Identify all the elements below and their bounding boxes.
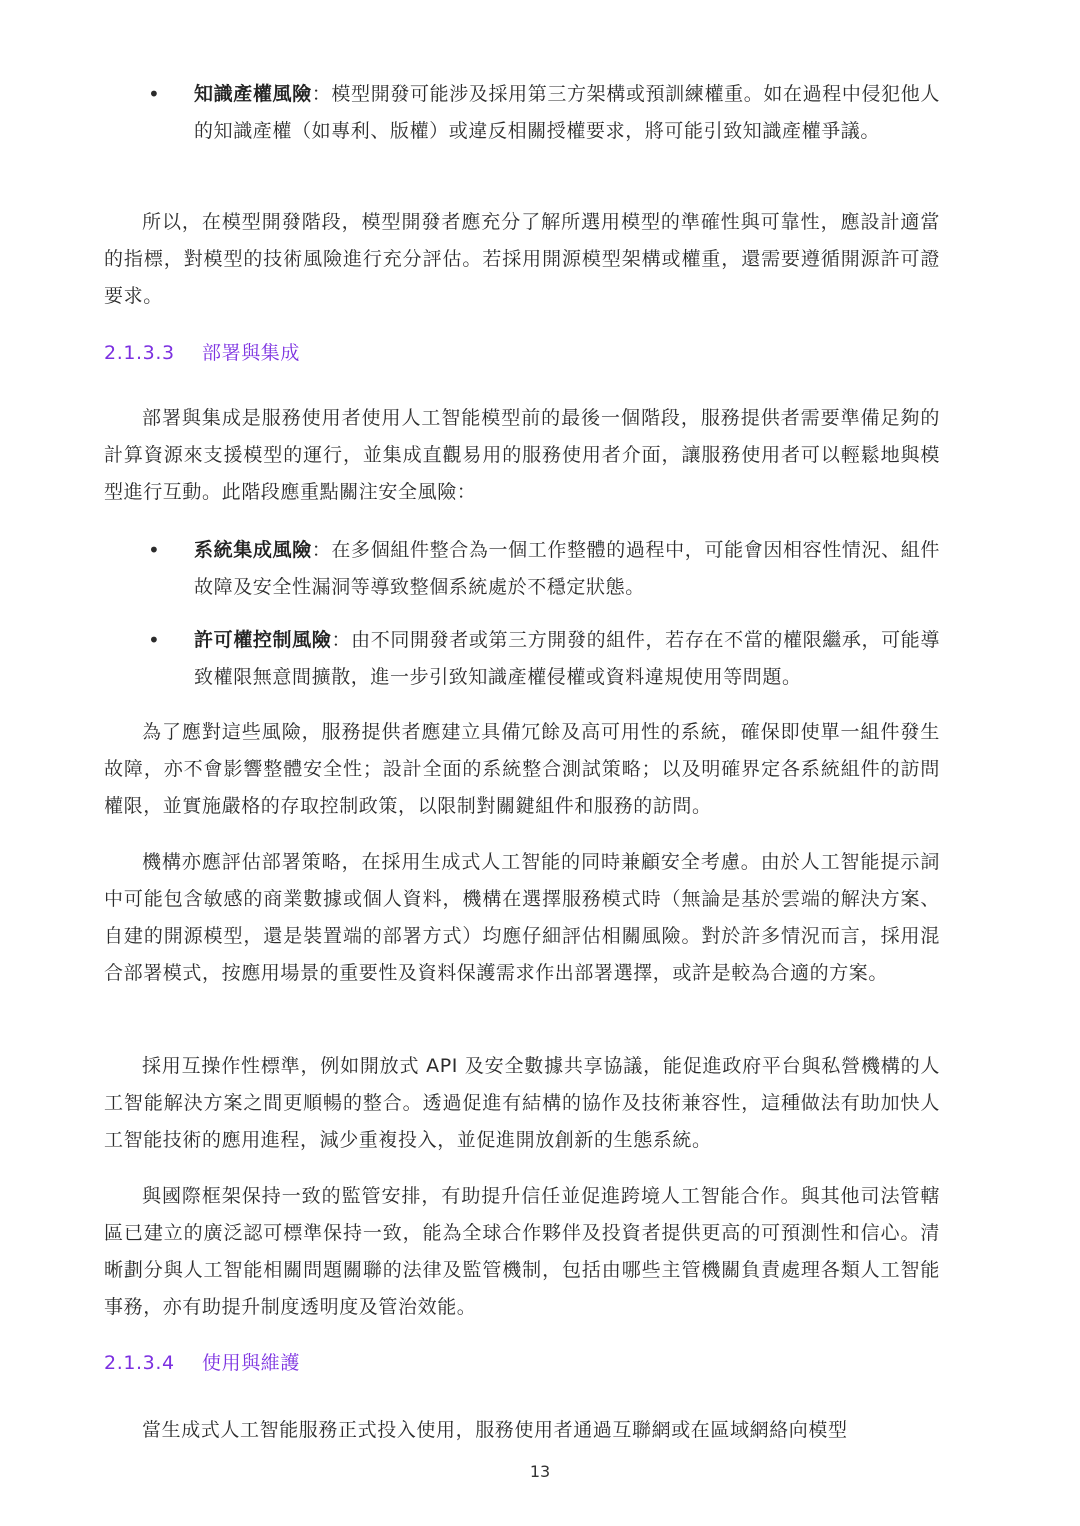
section-title: 部署與集成 xyxy=(202,342,301,364)
paragraph-regulatory-alignment: 與國際框架保持一致的監管安排，有助提升信任並促進跨境人工智能合作。與其他司法管轄區已建立的廣泛認可標準保持一致，能為全球合作夥伴及投資者提供更高的可預測性和信心。清晰劃分與人工智能相關問題關聯的法律及監管機制，包括由哪些主管機關負責處理各類人工智能事務，亦有助提升制度透明度及管治效能。 xyxy=(104,1185,940,1318)
paragraph-deploy-intro: 部署與集成是服務使用者使用人工智能模型前的最後一個階段，服務提供者需要準備足夠的計算資源來支援模型的運行，並集成直觀易用的服務使用者介面，讓服務使用者可以輕鬆地與模型進行互動。此階段應重點關注安全風險： xyxy=(104,407,940,503)
bullet-text xyxy=(194,76,940,150)
bullet-body: ：在多個組件整合為一個工作整體的過程中，可能會因相容性情況、組件故障及安全性漏洞等導致整個系統處於不穩定狀態。 xyxy=(194,539,940,598)
bullet-dot: • xyxy=(148,538,161,562)
paragraph-interoperability: 採用互操作性標準，例如開放式 API 及安全數據共享協議，能促進政府平台與私營機構的人工智能解決方案之間更順暢的整合。透過促進有結構的協作及技術兼容性，這種做法有助加快人工智能技術的應用進程，減少重複投入，並促進開放創新的生態系統。 xyxy=(104,1055,940,1151)
section-heading-use xyxy=(104,1348,300,1378)
bullet-system-integration-risk xyxy=(104,532,940,606)
paragraph-use-intro: 當生成式人工智能服務正式投入使用，服務使用者通過互聯網或在區域網絡向模型 xyxy=(142,1419,848,1441)
section-title: 使用與維護 xyxy=(202,1352,301,1374)
bullet-permission-control-risk xyxy=(104,622,940,696)
bullet-term: 知識產權風險 xyxy=(194,83,312,105)
bullet-body: ：由不同開發者或第三方開發的組件，若存在不當的權限繼承，可能導致權限無意間擴散，進一步引致知識產權侵權或資料違規使用等問題。 xyxy=(194,629,941,688)
paragraph-deployment-strategy: 機構亦應評估部署策略，在採用生成式人工智能的同時兼顧安全考慮。由於人工智能提示詞中可能包含敏感的商業數據或個人資料，機構在選擇服務模式時（無論是基於雲端的解決方案、自建的開源模型，還是裝置端的部署方式）均應仔細評估相關風險。對於許多情況而言，採用混合部署模式，按應用場景的重要性及資料保護需求作出部署選擇，或許是較為合適的方案。 xyxy=(104,851,940,984)
section-number: 2.1.3.3 xyxy=(104,342,175,364)
bullet-term: 許可權控制風險 xyxy=(194,629,332,651)
section-number: 2.1.3.4 xyxy=(104,1352,175,1374)
paragraph-model-development: 所以，在模型開發階段，模型開發者應充分了解所選用模型的準確性與可靠性，應設計適當的指標，對模型的技術風險進行充分評估。若採用開源模型架構或權重，還需要遵循開源許可證要求。 xyxy=(104,211,940,307)
bullet-body: ：模型開發可能涉及採用第三方架構或預訓練權重。如在過程中侵犯他人的知識產權（如專利、版權）或違反相關授權要求，將可能引致知識產權爭議。 xyxy=(194,83,940,142)
section-heading-deploy xyxy=(104,338,300,368)
bullet-dot: • xyxy=(148,82,161,106)
bullet-text xyxy=(194,532,940,606)
bullet-dot: • xyxy=(148,628,161,652)
bullet-ip-risk xyxy=(104,76,940,150)
bullet-text xyxy=(194,622,940,696)
page-number: 13 xyxy=(529,1462,551,1481)
paragraph-risk-response: 為了應對這些風險，服務提供者應建立具備冗餘及高可用性的系統，確保即使單一組件發生故障，亦不會影響整體安全性；設計全面的系統整合測試策略；以及明確界定各系統組件的訪問權限，並實施嚴格的存取控制政策，以限制對關鍵組件和服務的訪問。 xyxy=(104,721,940,817)
bullet-term: 系統集成風險 xyxy=(194,539,312,561)
